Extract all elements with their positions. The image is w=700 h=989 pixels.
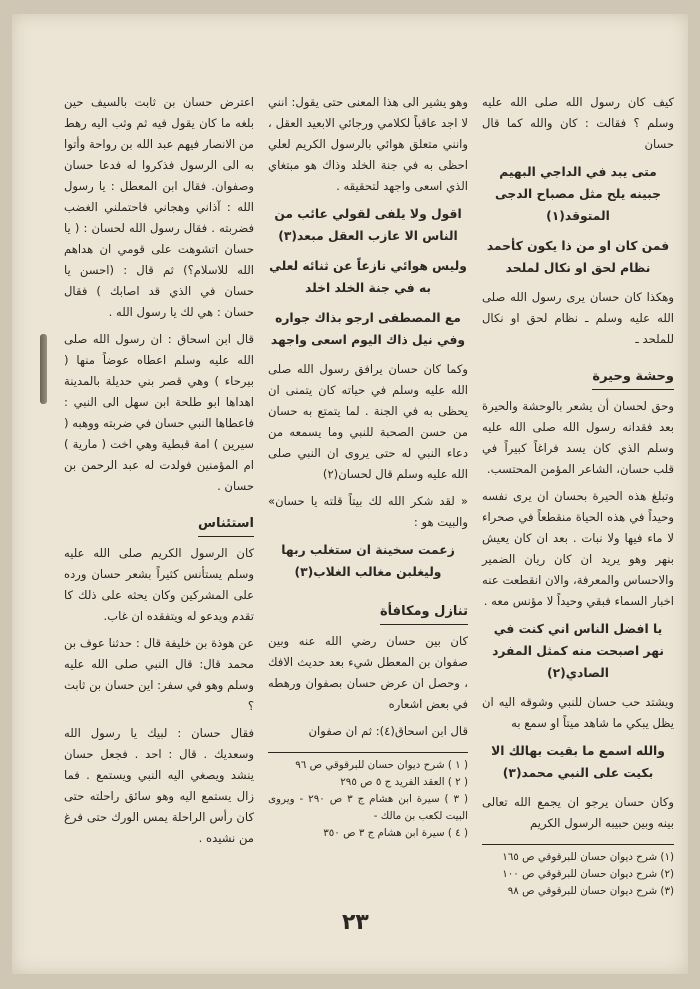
paragraph: كان الرسول الكريم صلى الله عليه وسلم يستأنس كثيراً بشعر حسان ورده على المشركين وكان يحثه على ذلك كا تقدم ويدعو له ويتفقده ان غاب. [64,546,254,623]
footnote: (٢) شرح ديوان حسان للبرقوقي ص ١٠٠ [502,868,674,880]
verse: يا افضل الناس اني كنت في نهر اصبحت منه كمثل المفرد الصادي(٢) [492,622,664,680]
paragraph: « لقد شكر الله لك بيتاً قلته يا حسان» والبيت هو : [268,494,468,529]
book-page [12,14,688,974]
verse: وليس هوائي نازعاً عن ثنائه لعلي به في جنة الخلد اخلد [269,259,467,295]
paragraph: وهو يشير الى هذا المعنى حتى يقول: انني لا اجد عاقباً لكلامي ورجائي الابعيد العقل ، وانني متعلق هوائي بالرسول الكريم لعلي احظى به في جنة الخلد وذاك هو مبتغاي الذي اسعى واجهد لتحقيقه . [268,95,468,193]
paragraph: اعترض حسان بن ثابت بالسيف حين بلغه ما كان يقول فيه ثم وثب اليه رهط من الانصار فيهم عبد الله بن رواحة وأتوا به الى الرسول فذكروا له فدعا حسان وصفوان. فقال ابن المعطل : يا رسول الله : آذاني وهجاني فاحتملني الغضب فضربته . فقال رسول الله لحسان : ( يا حسان اتشوهت على قومي ان هداهم الله للاسلام؟) ثم قال : (احسن يا حسان في الذي قد اصابك ) فقال حسان : هي لك يا رسول الله . [64,95,254,319]
paragraph: وهكذا كان حسان يرى رسول الله صلى الله عليه وسلم ـ نظام لحق او نكال للملحد ـ [482,290,674,346]
footnotes [268,752,468,842]
paragraph: كان بين حسان رضي الله عنه وبين صفوان بن المعطل شيء بعد حديث الافك ، وحصل ان عرض حسان بصفوان ورهطه في بعض اشعاره [268,634,468,711]
paragraph: وكان حسان يرجو ان يجمع الله تعالى بينه وبين حبيبه الرسول الكريم [482,795,674,830]
verse: والله اسمع ما بقيت بهالك الا بكيت على النبي محمد(٣) [491,744,665,780]
footnote: (٣) شرح ديوان حسان للبرقوقي ص ٩٨ [507,885,674,897]
verse: فمن كان او من ذا يكون كأحمد نظام لحق او نكال لملحد [486,239,670,275]
middle-column [268,92,468,842]
paragraph: وكما كان حسان يرافق رسول الله صلى الله عليه وسلم في حياته كان يتمنى ان يحظى به في الجنة . لما يتمتع به حسان من حسن الصحبة للنبي وما يسمعه من دعاء النبي له حتى يروى ان النبي صلى الله عليه وسلم قال لحسان(٢) [268,362,468,481]
page-number: ٢٣ [342,910,369,935]
paragraph: كيف كان رسول الله صلى الله عليه وسلم ؟ فقالت : كان والله كما قال حسان [482,95,674,151]
verse: زعمت سخينة ان ستغلب ربها وليغلبن مغالب الغلاب(٣) [281,543,455,579]
paragraph: وتبلغ هذه الحيرة بحسان ان يرى نفسه وحيداً في هذه الحياة منقطعاً في صحراء لا ماء فيها ولا نبات . بعد ان كان يعيش بنهر وهو يريد ان كان ريان الضمير والاحساس والمعرفة، والان انقطعت عنه اخبار السماء فبقي وحيداً لا مؤنس معه . [482,489,674,608]
binding-mark [40,334,47,404]
footnote: ( ٢ ) العقد الفريد ج ٥ ص ٢٩٥ [340,776,468,788]
footnotes [482,844,674,900]
right-column [482,92,674,900]
verse: مع المصطفى ارجو بذاك جواره وفي نيل ذاك اليوم اسعى واجهد [270,311,466,347]
paragraph: فقال حسان : لبيك يا رسول الله وسعديك . قال : احد . فجعل حسان ينشد ويصغي اليه النبي ويستمع . فما زال يستمع اليه وهو سائق راحلته حتى كان رأس الراحلة يمس الورك حتى فرغ من نشيده . [64,726,254,845]
paragraph: عن هوذة بن خليفة قال : حدثنا عوف بن محمد قال: قال النبي صلى الله عليه وسلم وهو في سفر: اين حسان بن ثابت ؟ [64,636,254,713]
verse: متى يبد في الداجي البهيم جبينه يلح مثل مصباح الدجى المتوقد(١) [494,165,662,223]
section-heading: وحشة وحيرة [592,366,674,390]
left-column [64,92,254,855]
footnote: (١) شرح ديوان حسان للبرقوقي ص ١٦٥ [502,851,674,863]
verse: اقول ولا يلفى لقولي عائب من الناس الا عازب العقل مبعد(٣) [274,207,462,243]
paragraph: قال ابن اسحاق : ان رسول الله صلى الله عليه وسلم اعطاه عوضاً منها ( بيرحاء ) وهي قصر بني حديلة بالمدينة اهداها ابو طلحة ابن سهل الى النبي : فاعطاها النبي حسان في ضربته ووهبه ( سيرين ) امة قبطية وهي اخت ( مارية ) ام المؤمنين فولدت له عبد الرحمن بن حسان . [64,332,254,493]
section-heading: تنازل ومكافأة [380,601,468,625]
footnote: ( ١ ) شرح ديوان حسان للبرقوقي ص ٩٦ [295,759,468,771]
footnote: ( ٣ ) سيرة ابن هشام ج ٣ ص ٢٩٠ - ويروى البيت لكعب بن مالك - [268,793,468,822]
paragraph: وحق لحسان أن يشعر بالوحشة والحيرة بعد فقدانه رسول الله صلى الله عليه وسلم الذي كان يسد فراغاً كبيراً في قلب حسان، الشاعر المؤمن المحتسب. [482,399,674,476]
section-heading: استئناس [198,513,254,537]
paragraph: ويشتد حب حسان للنبي وشوقه اليه ان يظل يبكي ما شاهد ميتاً او سمع به [482,695,674,730]
paragraph: قال ابن اسحاق(٤): ثم ان صفوان [308,724,468,738]
footnote: ( ٤ ) سيرة ابن هشام ج ٣ ص ٣٥٠ [323,827,468,839]
